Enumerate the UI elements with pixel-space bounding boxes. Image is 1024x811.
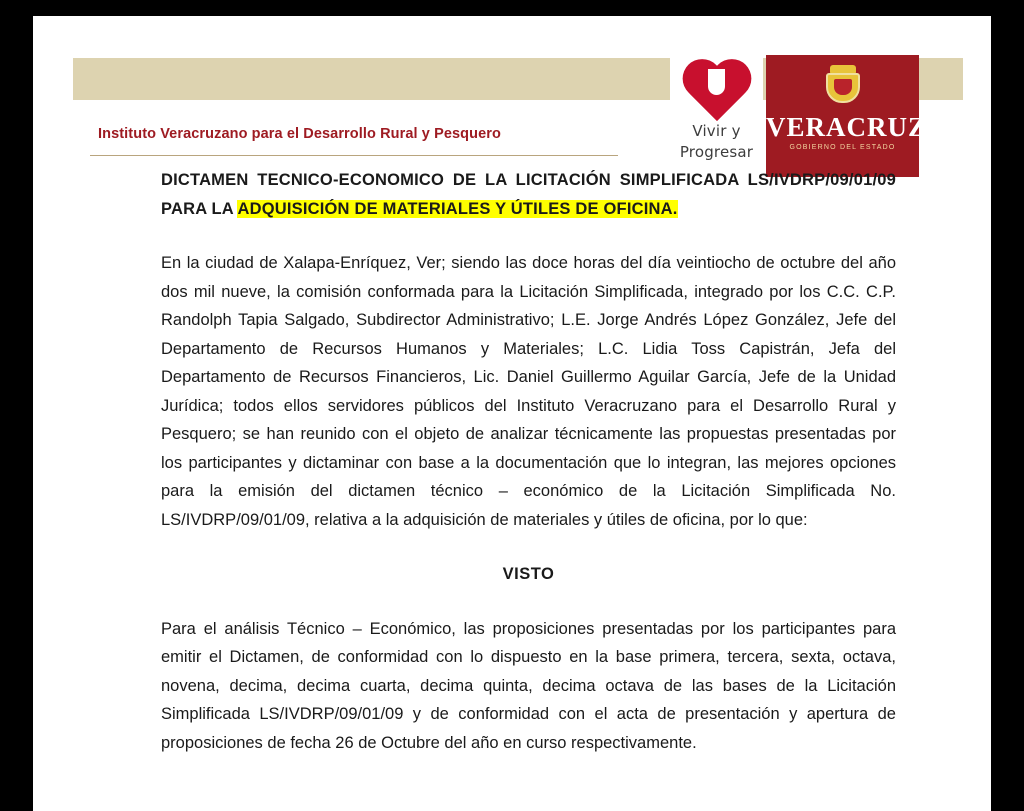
document-title (161, 166, 896, 223)
paragraph-intro: En la ciudad de Xalapa-Enríquez, Ver; siendo las doce horas del día veintiocho de octubre del año dos mil nueve, la comisión conformada para la Licitación Simplificada, integrado por los C.C. C.P. Randolph Tapia Salgado, Subdirector Administrativo; L.E. Jorge Andrés López González, Jefe del Departamento de Recursos Humanos y Materiales; L.C. Lidia Toss Capistrán, Jefa del Departamento de Recursos Financieros, Lic. Daniel Guillermo Aguilar García, Jefe de la Unidad Jurídica; todos ellos servidores públicos del Instituto Veracruzano para el Desarrollo Rural y Pesquero; se han reunido con el objeto de analizar técnicamente las propuestas presentadas por los participantes y dictaminar con base a la documentación que lo integran, las mejores opciones para la emisión del dictamen técnico – económico de la Licitación Simplificada No. LS/IVDRP/09/01/09, relativa a la adquisición de materiales y útiles de oficina, por lo que: (161, 254, 896, 529)
section-heading-visto: VISTO (502, 565, 555, 583)
veracruz-subtitle: GOBIERNO DEL ESTADO (789, 144, 896, 151)
document-header (33, 16, 991, 161)
document-page (33, 16, 991, 811)
veracruz-government-logo (766, 55, 928, 177)
document-body (33, 166, 991, 783)
paragraph-analisis: Para el análisis Técnico – Económico, las proposiciones presentadas por los participantes para emitir el Dictamen, de conformidad con lo dispuesto en la base primera, tercera, sexta, octava, novena, decima, decima cuarta, decima quinta, decima octava de las bases de la Licitación Simplificada LS/IVDRP/09/01/09 y de conformidad con el acta de presentación y apertura de proposiciones de fecha 26 de Octubre del año en curso respectivamente. (161, 619, 896, 752)
slogan-line-2: Progresar (679, 143, 754, 161)
institute-name: Instituto Veracruzano para el Desarrollo Rural y Pesquero (98, 126, 501, 142)
document-title-highlight: ADQUISICIÓN DE MATERIALES Y ÚTILES DE OFICINA. (237, 199, 678, 218)
coat-of-arms-icon (822, 65, 864, 111)
heart-icon (678, 61, 756, 119)
heart-notch (708, 69, 725, 95)
slogan-line-1: Vivir y (692, 122, 741, 140)
veracruz-wordmark: VERACRUZ (766, 112, 928, 142)
vivir-y-progresar-logo (670, 55, 763, 177)
header-divider (90, 155, 618, 156)
shield-inner (834, 79, 852, 95)
document-title-text: DICTAMEN TECNICO-ECONOMICO DE LA LICITACIÓN SIMPLIFICADA LS/IVDRP/09/01/09 PARA LA (161, 171, 896, 218)
